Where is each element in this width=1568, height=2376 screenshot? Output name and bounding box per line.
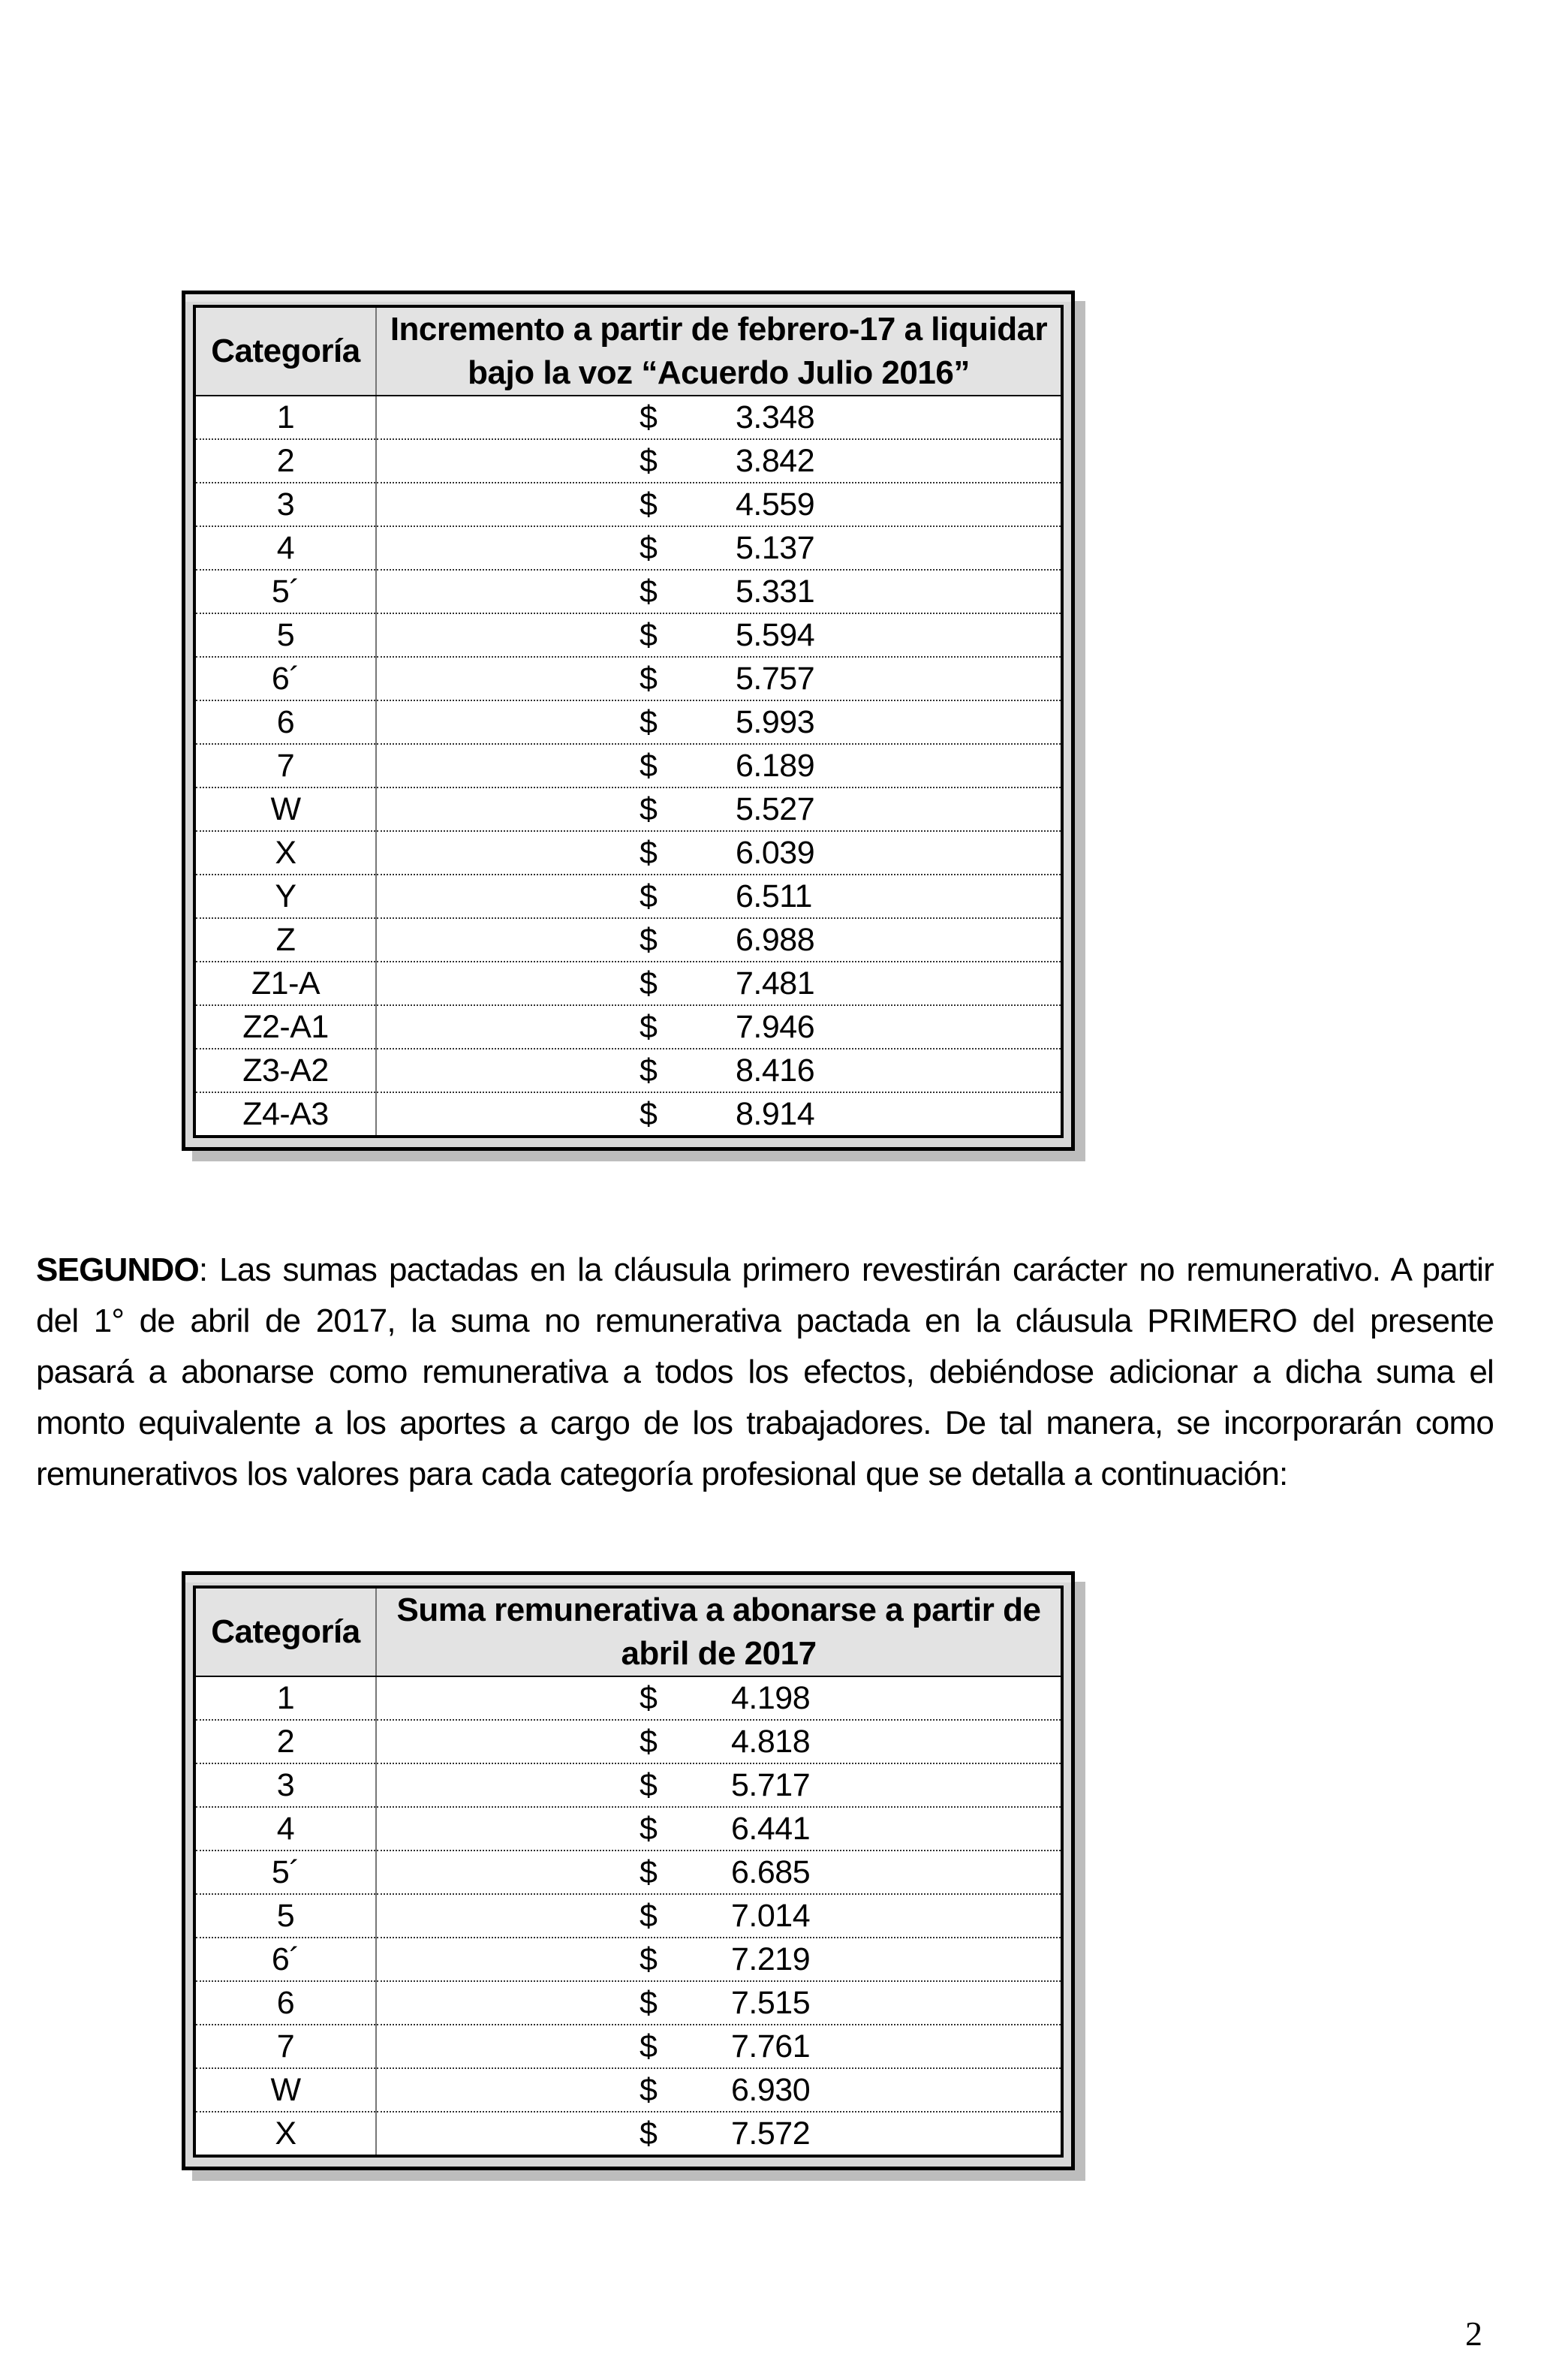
clause-text: : Las sumas pactadas en la cláusula primero revestirán carácter no remunerativo. A partir del 1° de abril de 2017, la suma no remunerativa pactada en la cláusula PRIMERO del presente pasará a abonarse como remunerativa a todos los efectos, debiéndose adicionar a dicha suma el monto equivalente a los aportes a cargo de los trabajadores. De tal manera, se incorporarán como remunerativos los valores para cada categoría profesional que se detalla a continuación:	[36, 1251, 1494, 1492]
currency-symbol: $	[640, 1767, 658, 1803]
category-cell: 7	[194, 744, 376, 787]
category-cell: 5´	[194, 570, 376, 613]
table-row	[194, 526, 1062, 570]
remunerative-table	[193, 1586, 1064, 2158]
amount-cell	[376, 1092, 1062, 1137]
category-column-header: Categoría	[194, 1587, 376, 1676]
amount-value: 7.761	[731, 2028, 811, 2064]
amount-cell	[376, 1807, 1062, 1851]
amount-value: 6.988	[736, 922, 815, 958]
table-row	[194, 1092, 1062, 1137]
clause-label: SEGUNDO	[36, 1251, 199, 1288]
currency-symbol: $	[640, 922, 658, 958]
table-row	[194, 1049, 1062, 1092]
category-cell: 2	[194, 1720, 376, 1763]
amount-value: 7.946	[736, 1009, 815, 1045]
amount-cell	[376, 700, 1062, 744]
amount-cell	[376, 1851, 1062, 1894]
table-row	[194, 439, 1062, 483]
category-cell: X	[194, 831, 376, 875]
amount-value: 4.198	[731, 1680, 811, 1716]
currency-symbol: $	[640, 1680, 658, 1716]
amount-cell	[376, 2112, 1062, 2156]
currency-symbol: $	[640, 791, 658, 827]
amount-value: 7.481	[736, 965, 815, 1001]
amount-cell	[376, 1938, 1062, 1981]
table-row	[194, 396, 1062, 439]
category-cell: Z4-A3	[194, 1092, 376, 1137]
amount-cell	[376, 787, 1062, 831]
amount-cell	[376, 1005, 1062, 1049]
currency-symbol: $	[640, 530, 658, 566]
category-cell: X	[194, 2112, 376, 2156]
amount-value: 5.993	[736, 704, 815, 740]
category-cell: Z	[194, 918, 376, 962]
table-row	[194, 1763, 1062, 1807]
amount-cell	[376, 439, 1062, 483]
amount-value: 6.685	[731, 1854, 811, 1890]
category-cell: 2	[194, 439, 376, 483]
table-header-row	[194, 1587, 1062, 1676]
currency-symbol: $	[640, 661, 658, 697]
currency-symbol: $	[640, 486, 658, 522]
category-cell: 1	[194, 1676, 376, 1720]
increment-table	[193, 305, 1064, 1138]
amount-value: 7.014	[731, 1898, 811, 1934]
currency-symbol: $	[640, 965, 658, 1001]
currency-symbol: $	[640, 2116, 658, 2152]
table-row	[194, 1005, 1062, 1049]
currency-symbol: $	[640, 443, 658, 479]
amount-cell	[376, 657, 1062, 700]
currency-symbol: $	[640, 1985, 658, 2021]
amount-cell	[376, 1981, 1062, 2025]
currency-symbol: $	[640, 1941, 658, 1977]
table-row	[194, 1807, 1062, 1851]
table-row	[194, 787, 1062, 831]
category-column-header: Categoría	[194, 306, 376, 396]
amount-cell	[376, 875, 1062, 918]
category-cell: 6´	[194, 1938, 376, 1981]
remunerative-table-frame	[182, 1571, 1075, 2170]
category-cell: 5´	[194, 1851, 376, 1894]
currency-symbol: $	[640, 1052, 658, 1089]
amount-cell	[376, 1763, 1062, 1807]
currency-symbol: $	[640, 2028, 658, 2064]
currency-symbol: $	[640, 835, 658, 871]
table-row	[194, 570, 1062, 613]
table-row	[194, 1938, 1062, 1981]
category-cell: 6	[194, 700, 376, 744]
currency-symbol: $	[640, 1898, 658, 1934]
amount-cell	[376, 1720, 1062, 1763]
amount-value: 6.441	[731, 1811, 811, 1847]
currency-symbol: $	[640, 748, 658, 784]
table-row	[194, 744, 1062, 787]
amount-cell	[376, 962, 1062, 1005]
table-row	[194, 1720, 1062, 1763]
currency-symbol: $	[640, 1009, 658, 1045]
amount-cell	[376, 613, 1062, 657]
amount-value: 5.137	[736, 530, 815, 566]
currency-symbol: $	[640, 1096, 658, 1132]
remunerative-column-header: Suma remunerativa a abonarse a partir de abril de 2017	[376, 1587, 1062, 1676]
increment-column-header: Incremento a partir de febrero-17 a liquidar bajo la voz “Acuerdo Julio 2016”	[376, 306, 1062, 396]
table-row	[194, 831, 1062, 875]
table-row	[194, 613, 1062, 657]
amount-value: 8.416	[736, 1052, 815, 1089]
table-row	[194, 700, 1062, 744]
category-cell: 7	[194, 2025, 376, 2068]
currency-symbol: $	[640, 704, 658, 740]
amount-cell	[376, 1676, 1062, 1720]
amount-cell	[376, 2068, 1062, 2112]
table-row	[194, 1676, 1062, 1720]
table-header-row	[194, 306, 1062, 396]
amount-cell	[376, 570, 1062, 613]
amount-value: 5.527	[736, 791, 815, 827]
amount-cell	[376, 1049, 1062, 1092]
currency-symbol: $	[640, 1724, 658, 1760]
category-cell: 5	[194, 613, 376, 657]
amount-value: 5.757	[736, 661, 815, 697]
amount-value: 6.189	[736, 748, 815, 784]
category-cell: 4	[194, 1807, 376, 1851]
category-cell: 4	[194, 526, 376, 570]
segundo-clause	[36, 1245, 1494, 1500]
category-cell: 3	[194, 483, 376, 526]
amount-value: 8.914	[736, 1096, 815, 1132]
amount-cell	[376, 831, 1062, 875]
amount-value: 5.594	[736, 617, 815, 653]
table-row	[194, 2068, 1062, 2112]
amount-value: 7.219	[731, 1941, 811, 1977]
amount-value: 7.572	[731, 2116, 811, 2152]
amount-value: 6.930	[731, 2072, 811, 2108]
currency-symbol: $	[640, 2072, 658, 2108]
amount-value: 3.842	[736, 443, 815, 479]
category-cell: W	[194, 787, 376, 831]
category-cell: Z1-A	[194, 962, 376, 1005]
category-cell: Z2-A1	[194, 1005, 376, 1049]
increment-table-body	[194, 396, 1062, 1137]
category-cell: 3	[194, 1763, 376, 1807]
amount-cell	[376, 918, 1062, 962]
amount-value: 4.818	[731, 1724, 811, 1760]
currency-symbol: $	[640, 878, 658, 914]
table-row	[194, 2112, 1062, 2156]
category-cell: 5	[194, 1894, 376, 1938]
increment-table-frame	[182, 291, 1075, 1151]
amount-value: 3.348	[736, 399, 815, 435]
category-cell: Z3-A2	[194, 1049, 376, 1092]
amount-value: 4.559	[736, 486, 815, 522]
table-row	[194, 875, 1062, 918]
currency-symbol: $	[640, 399, 658, 435]
category-cell: 6´	[194, 657, 376, 700]
table-row	[194, 1981, 1062, 2025]
amount-cell	[376, 526, 1062, 570]
currency-symbol: $	[640, 1854, 658, 1890]
page-number: 2	[1465, 2314, 1482, 2353]
currency-symbol: $	[640, 1811, 658, 1847]
category-cell: Y	[194, 875, 376, 918]
amount-value: 5.331	[736, 574, 815, 610]
table-row	[194, 2025, 1062, 2068]
table-row	[194, 1894, 1062, 1938]
amount-value: 5.717	[731, 1767, 811, 1803]
currency-symbol: $	[640, 617, 658, 653]
category-cell: W	[194, 2068, 376, 2112]
amount-value: 6.511	[736, 878, 812, 914]
table-row	[194, 962, 1062, 1005]
remunerative-table-body	[194, 1676, 1062, 2156]
table-row	[194, 483, 1062, 526]
amount-cell	[376, 744, 1062, 787]
amount-cell	[376, 396, 1062, 439]
amount-cell	[376, 2025, 1062, 2068]
table-row	[194, 657, 1062, 700]
category-cell: 1	[194, 396, 376, 439]
table-row	[194, 1851, 1062, 1894]
amount-cell	[376, 483, 1062, 526]
currency-symbol: $	[640, 574, 658, 610]
category-cell: 6	[194, 1981, 376, 2025]
amount-value: 6.039	[736, 835, 815, 871]
amount-value: 7.515	[731, 1985, 811, 2021]
amount-cell	[376, 1894, 1062, 1938]
table-row	[194, 918, 1062, 962]
